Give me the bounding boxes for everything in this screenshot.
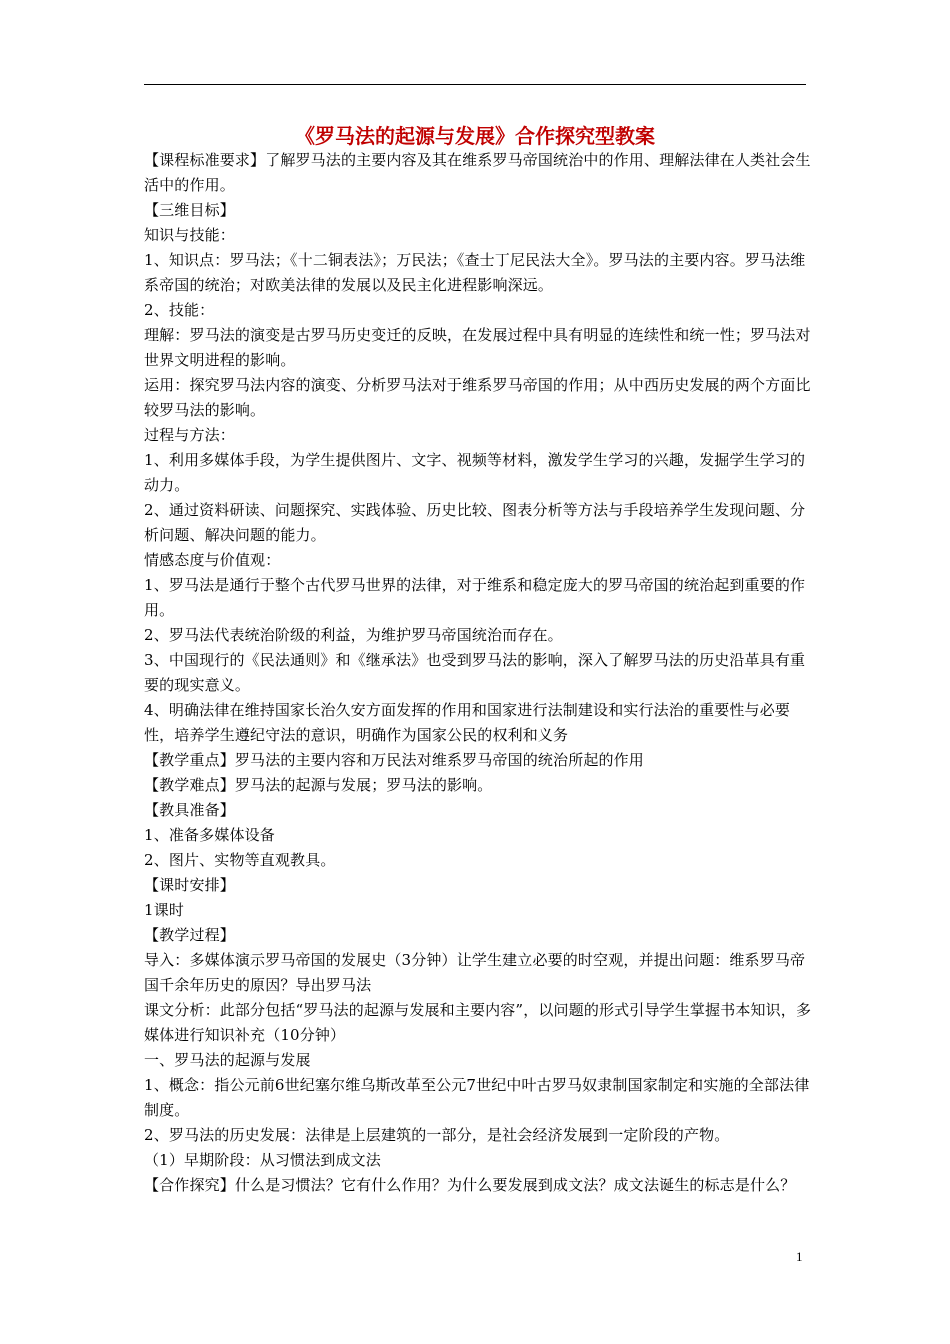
document-body	[144, 148, 812, 1198]
header-rule	[144, 84, 806, 85]
paragraph: 理解：罗马法的演变是古罗马历史变迁的反映，在发展过程中具有明显的连续性和统一性；罗马法对世界文明进程的影响。	[144, 326, 811, 369]
document-title: 《罗马法的起源与发展》合作探究型教案	[295, 124, 655, 148]
paragraph: 【三维目标】	[144, 201, 235, 219]
paragraph: 1、利用多媒体手段，为学生提供图片、文字、视频等材料，激发学生学习的兴趣，发掘学生学习的动力。	[144, 451, 806, 494]
paragraph: 知识与技能：	[144, 226, 235, 244]
page-number: 1	[796, 1249, 803, 1264]
paragraph: 【课时安排】	[144, 876, 235, 894]
paragraph: 过程与方法：	[144, 426, 235, 444]
paragraph: 情感态度与价值观：	[144, 551, 281, 569]
paragraph: 1、准备多媒体设备	[144, 826, 275, 844]
paragraph: 课文分析：此部分包括“罗马法的起源与发展和主要内容”，以问题的形式引导学生掌握书本知识，多媒体进行知识补充（10分钟）	[144, 1001, 812, 1044]
paragraph: 【教学重点】罗马法的主要内容和万民法对维系罗马帝国的统治所起的作用	[144, 751, 644, 769]
paragraph: 【合作探究】什么是习惯法？它有什么作用？为什么要发展到成文法？成文法诞生的标志是什么？	[144, 1176, 796, 1194]
paragraph: （1）早期阶段：从习惯法到成文法	[144, 1151, 381, 1169]
paragraph: 【教学过程】	[144, 926, 235, 944]
paragraph: 3、中国现行的《民法通则》和《继承法》也受到罗马法的影响，深入了解罗马法的历史沿革具有重要的现实意义。	[144, 651, 806, 694]
paragraph: 导入：多媒体演示罗马帝国的发展史（3分钟）让学生建立必要的时空观，并提出问题：维系罗马帝国千余年历史的原因？导出罗马法	[144, 951, 806, 994]
paragraph: 运用：探究罗马法内容的演变、分析罗马法对于维系罗马帝国的作用；从中西历史发展的两个方面比较罗马法的影响。	[144, 376, 811, 419]
paragraph: 1、罗马法是通行于整个古代罗马世界的法律，对于维系和稳定庞大的罗马帝国的统治起到重要的作用。	[144, 576, 806, 619]
paragraph: 2、通过资料研读、问题探究、实践体验、历史比较、图表分析等方法与手段培养学生发现问题、分析问题、解决问题的能力。	[144, 501, 806, 544]
paragraph: 1、概念：指公元前6世纪塞尔维乌斯改革至公元7世纪中叶古罗马奴隶制国家制定和实施的全部法律制度。	[144, 1076, 810, 1119]
paragraph: 【教学难点】罗马法的起源与发展；罗马法的影响。	[144, 776, 493, 794]
paragraph: 4、明确法律在维持国家长治久安方面发挥的作用和国家进行法制建设和实行法治的重要性与必要性，培养学生遵纪守法的意识，明确作为国家公民的权利和义务	[144, 701, 790, 744]
paragraph: 2、罗马法的历史发展：法律是上层建筑的一部分，是社会经济发展到一定阶段的产物。	[144, 1126, 730, 1144]
paragraph: 一、罗马法的起源与发展	[144, 1051, 311, 1069]
paragraph: 2、技能：	[144, 301, 215, 319]
paragraph: 【教具准备】	[144, 801, 235, 819]
paragraph: 【课程标准要求】了解罗马法的主要内容及其在维系罗马帝国统治中的作用、理解法律在人类社会生活中的作用。	[144, 151, 811, 194]
paragraph: 1课时	[144, 901, 184, 919]
paragraph: 2、罗马法代表统治阶级的利益，为维护罗马帝国统治而存在。	[144, 626, 563, 644]
paragraph: 1、知识点：罗马法；《十二铜表法》；万民法；《查士丁尼民法大全》。罗马法的主要内容。罗马法维系帝国的统治；对欧美法律的发展以及民主化进程影响深远。	[144, 251, 806, 294]
paragraph: 2、图片、实物等直观教具。	[144, 851, 336, 869]
